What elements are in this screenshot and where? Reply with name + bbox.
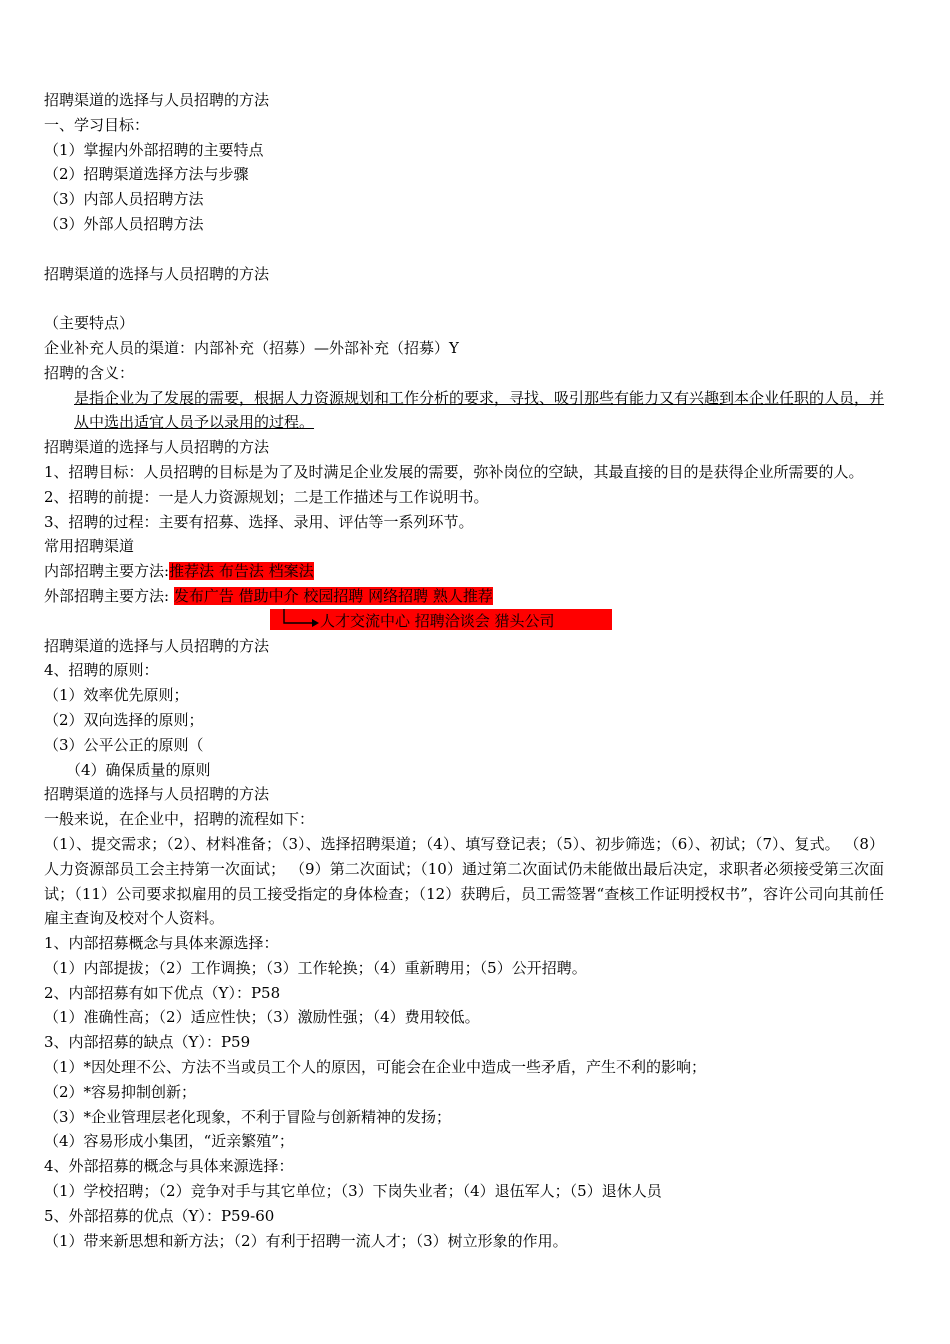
section-heading: 一、学习目标： xyxy=(44,115,150,134)
paragraph-line: 3、招聘的过程：主要有招募、选择、录用、评估等一系列环节。 xyxy=(44,512,474,531)
list-item: （2）招聘渠道选择方法与步骤 xyxy=(44,165,249,184)
list-item: （1）准确性高；（2）适应性快；（3）激励性强；（4）费用较低。 xyxy=(44,1008,480,1027)
external-methods-highlight: 发布广告 借助中介 校园招聘 网络招聘 熟人推荐 xyxy=(173,586,493,605)
paragraph-line: （主要特点） xyxy=(44,314,135,333)
list-item: （4）容易形成小集团，“近亲繁殖”； xyxy=(44,1132,294,1151)
section-title: 招聘渠道的选择与人员招聘的方法 xyxy=(44,636,270,655)
document-body xyxy=(44,88,884,1253)
section-title: 招聘渠道的选择与人员招聘的方法 xyxy=(44,785,270,804)
list-item: （1）学校招聘；（2）竞争对手与其它单位；（3）下岗失业者；（4）退伍军人；（5）退休人员 xyxy=(44,1182,662,1201)
process-paragraph: （1）、提交需求；（2）、材料准备；（3）、选择招聘渠道；（4）、填写登记表；（5）、初步筛选；（6）、初试；（7）、复式。 （8）人力资源部员工会主持第一次面试； （9）第二次面试；（10）通过第二次面试仍未能做出最后决定，求职者必须接受第三次面试；（11）公司要求拟雇用的员工接受指定的身体检查；（12）获聘后，员工需签署“查核工作证明授权书”，容许公司向其前任雇主查询及校对个人资料。 xyxy=(44,834,884,928)
spacer xyxy=(44,286,884,311)
bent-arrow-icon xyxy=(280,609,320,631)
list-item: （3）内部人员招聘方法 xyxy=(44,190,204,209)
paragraph-line: 4、招聘的原则： xyxy=(44,661,159,680)
list-item: （3）外部人员招聘方法 xyxy=(44,214,204,233)
paragraph-line: 3、内部招募的缺点（Y）：P59 xyxy=(44,1033,251,1052)
paragraph-line: 1、内部招募概念与具体来源选择： xyxy=(44,934,279,953)
external-methods-row xyxy=(44,584,884,609)
definition-text: 是指企业为了发展的需要，根据人力资源规划和工作分析的要求，寻找、吸引那些有能力又有兴趣到本企业任职的人员，并从中选出适宜人员予以录用的过程。 xyxy=(74,388,885,432)
external-methods-highlight-2: 人才交流中心 招聘洽谈会 猎头公司 xyxy=(320,611,555,630)
doc-title: 招聘渠道的选择与人员招聘的方法 xyxy=(44,91,270,109)
list-item: （3）公平公正的原则（ xyxy=(44,735,204,754)
paragraph-line: 2、招聘的前提：一是人力资源规划；二是工作描述与工作说明书。 xyxy=(44,487,489,506)
list-item: （4）确保质量的原则 xyxy=(66,760,211,779)
list-item: （3）*企业管理层老化现象，不利于冒险与创新精神的发扬； xyxy=(44,1107,452,1126)
list-item: （2）*容易抑制创新； xyxy=(44,1082,197,1101)
section-title: 招聘渠道的选择与人员招聘的方法 xyxy=(44,264,270,283)
paragraph-line: 一般来说，在企业中，招聘的流程如下： xyxy=(44,810,315,829)
paragraph-line: 招聘的含义： xyxy=(44,363,135,382)
spacer xyxy=(44,237,884,262)
list-item: （1）带来新思想和新方法；（2）有利于招聘一流人才；（3）树立形象的作用。 xyxy=(44,1231,568,1250)
external-methods-label: 外部招聘主要方法: xyxy=(44,586,174,605)
paragraph-line: 4、外部招募的概念与具体来源选择： xyxy=(44,1157,294,1176)
section-title: 招聘渠道的选择与人员招聘的方法 xyxy=(44,438,270,457)
list-item: （2）双向选择的原则； xyxy=(44,710,204,729)
list-item: （1）效率优先原则； xyxy=(44,686,189,705)
external-methods-row-2 xyxy=(44,609,884,634)
internal-methods-label: 内部招聘主要方法: xyxy=(44,562,170,581)
paragraph-line: 企业补充人员的渠道：内部补充（招募）—外部补充（招募）Y xyxy=(44,338,459,357)
paragraph-line: 2、内部招募有如下优点（Y）：P58 xyxy=(44,983,281,1002)
paragraph-line: 常用招聘渠道 xyxy=(44,537,135,556)
internal-methods-highlight: 推荐法 布告法 档案法 xyxy=(169,562,314,581)
paragraph-line: 5、外部招募的优点（Y）：P59-60 xyxy=(44,1206,275,1225)
paragraph: 1、招聘目标：人员招聘的目标是为了及时满足企业发展的需要，弥补岗位的空缺，其最直接的目的是获得企业所需要的人。 xyxy=(44,462,864,481)
list-item: （1）内部提拔；（2）工作调换；（3）工作轮换；（4）重新聘用；（5）公开招聘。 xyxy=(44,958,587,977)
definition-paragraph xyxy=(44,386,884,436)
internal-methods-row xyxy=(44,559,884,584)
list-item: （1）掌握内外部招聘的主要特点 xyxy=(44,140,264,159)
list-item: （1）*因处理不公、方法不当或员工个人的原因，可能会在企业中造成一些矛盾，产生不利的影响； xyxy=(44,1058,707,1077)
